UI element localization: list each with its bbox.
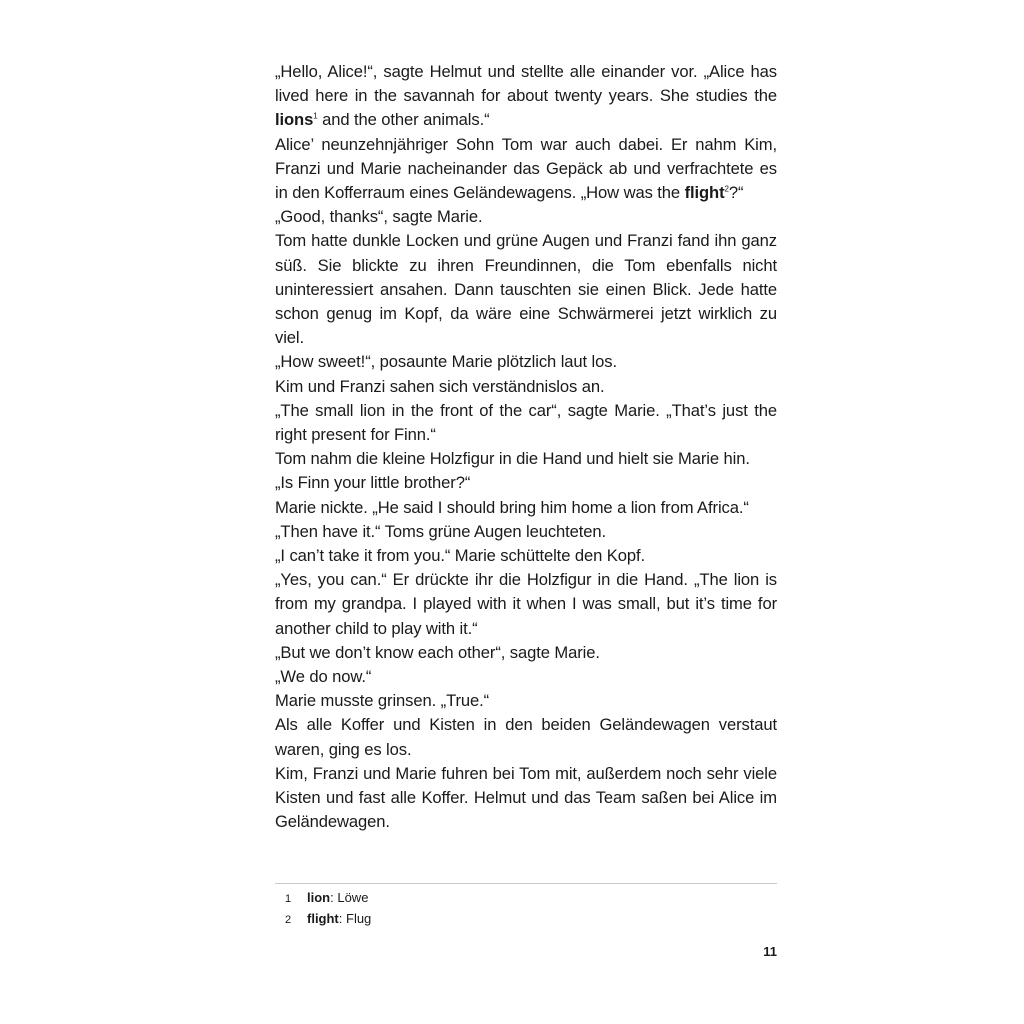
paragraph-6: Kim und Franzi sahen sich verständnislos an. — [275, 376, 605, 396]
paragraph-3: „Good, thanks“, sagte Marie. — [275, 207, 483, 227]
footnote-separator: : — [338, 911, 346, 926]
footnote-2 — [275, 909, 777, 930]
paragraph-12: „I can’t take it from you.“ Marie schüttelte den Kopf. — [275, 546, 645, 566]
paragraph-11: „Then have it.“ Toms grüne Augen leuchteten. — [275, 521, 607, 541]
footnote-separator: : — [330, 890, 338, 905]
paragraph-14: „But we don’t know each other“, sagte Marie. — [275, 642, 600, 662]
footnote-term: flight — [307, 911, 339, 926]
page-number: 11 — [763, 944, 777, 959]
footnote-definition: Löwe — [337, 890, 369, 905]
paragraph-text: and the other animals.“ — [317, 110, 490, 130]
paragraph-4: Tom hatte dunkle Locken und grüne Augen und Franzi fand ihn ganz süß. Sie blickte zu ihren Freundinnen, die Tom ebenfalls nicht uninteressiert ansahen. Dann tauschten sie einen Blick. Jede hatte schon genug im Kopf, da wäre eine Schwärmerei jetzt wirklich zu viel. — [275, 231, 777, 348]
paragraph-text: Alice’ neunzehnjähriger Sohn Tom war auch dabei. Er nahm Kim, Franzi und Marie nacheinander das Gepäck ab und verfrachtete es in den Kofferraum eines Geländewagens. „How was the — [275, 134, 777, 203]
footnote-1 — [275, 888, 777, 909]
footnote-term: lion — [307, 890, 331, 905]
vocab-term: flight — [684, 183, 725, 203]
footnote-number: 1 — [285, 893, 292, 905]
paragraph-15: „We do now.“ — [275, 667, 372, 687]
paragraph-9: „Is Finn your little brother?“ — [275, 473, 471, 493]
footnote-ref: 2 — [724, 184, 729, 194]
footnote-ref: 1 — [313, 111, 318, 121]
paragraph-2 — [275, 133, 777, 206]
paragraph-17: Als alle Koffer und Kisten in den beiden Geländewagen verstaut waren, ging es los. — [275, 715, 777, 759]
paragraph-18: Kim, Franzi und Marie fuhren bei Tom mit, außerdem noch sehr viele Kisten und fast alle Koffer. Helmut und das Team saßen bei Alice im Geländewagen. — [275, 763, 777, 832]
paragraph-text: ?“ — [728, 183, 744, 203]
paragraph-7: „The small lion in the front of the car“, sagte Marie. „That’s just the right present for Finn.“ — [275, 400, 777, 445]
main-text — [275, 60, 777, 835]
paragraph-text: „Hello, Alice!“, sagte Helmut und stellte alle einander vor. „Alice has lived here in the savannah for about twenty years. She studies the — [275, 62, 777, 106]
paragraph-8: Tom nahm die kleine Holzfigur in die Hand und hielt sie Marie hin. — [275, 449, 750, 469]
vocab-term: lions — [275, 110, 314, 130]
footnote-number: 2 — [285, 914, 292, 926]
footnotes — [275, 888, 777, 930]
paragraph-13: „Yes, you can.“ Er drückte ihr die Holzfigur in die Hand. „The lion is from my grandpa. I played with it when I was small, but it’s time for another child to play with it.“ — [275, 570, 777, 638]
paragraph-1 — [275, 60, 777, 133]
paragraph-16: Marie musste grinsen. „True.“ — [275, 691, 490, 711]
paragraph-5: „How sweet!“, posaunte Marie plötzlich laut los. — [275, 352, 617, 372]
footnote-divider — [275, 883, 777, 884]
footnote-definition: Flug — [346, 911, 372, 926]
paragraph-10: Marie nickte. „He said I should bring him home a lion from Africa.“ — [275, 497, 749, 517]
